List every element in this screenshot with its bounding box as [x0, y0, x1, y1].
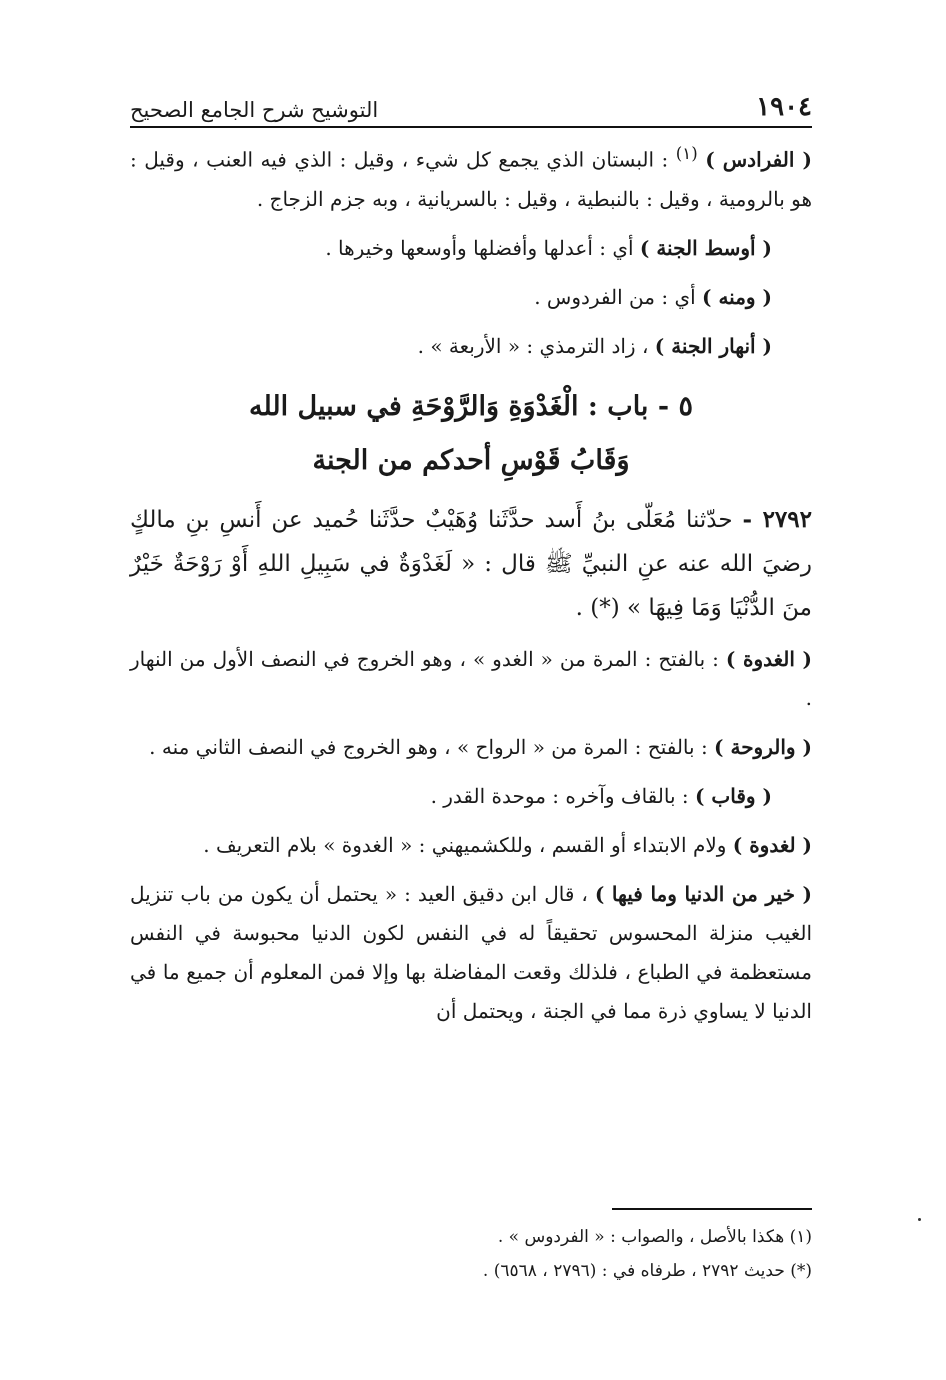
- paragraph-text: : البستان الذي يجمع كل شيء ، وقيل : الذي فيه العنب ، وقيل : هو بالرومية ، وقيل : بالنبطية ، وقيل : بالسريانية ، وبه جزم الزجاج .: [130, 147, 812, 211]
- paragraph-anhar: [130, 327, 812, 366]
- paragraph-rawha: [130, 728, 812, 767]
- book-page: [130, 88, 812, 1031]
- term: ( والروحة ): [714, 734, 812, 759]
- chapter-heading-line-2: وَقَابُ قَوْسِ أحدكم من الجنة: [312, 444, 630, 476]
- paragraph-firdaws: [130, 134, 812, 219]
- footnote-ref: (١): [675, 144, 698, 163]
- chapter-heading-line-1: ٥ - باب : الْغَدْوَةِ وَالرَّوْحَةِ في سبيل الله: [249, 390, 693, 422]
- footnote-1: (١) هكذا بالأصل ، والصواب : « الفردوس » .: [497, 1227, 812, 1247]
- term: ( أنهار الجنة ): [654, 333, 772, 358]
- footnote-2: (*) حديث ٢٧٩٢ ، طرفاه في : (٢٧٩٦ ، ٦٥٦٨) .: [482, 1261, 812, 1281]
- page-header: [130, 88, 812, 128]
- term: ( لغدوة ): [732, 832, 812, 857]
- footnotes: [130, 1208, 812, 1288]
- running-title: التوشيح شرح الجامع الصحيح: [130, 98, 379, 122]
- paragraph-text: : بالقاف وآخره : موحدة القدر .: [430, 783, 695, 808]
- paragraph-text: : بالفتح : المرة من « الغدو » ، وهو الخروج في النصف الأول من النهار .: [130, 646, 812, 710]
- footnote-divider: [612, 1208, 812, 1210]
- paragraph-ghadwa: [130, 640, 812, 718]
- paragraph-qab: [130, 777, 812, 816]
- term: ( الفرادس ): [705, 147, 813, 172]
- page-number: ١٩٠٤: [756, 92, 812, 122]
- term: ( وقاب ): [695, 783, 772, 808]
- hadith-text: [130, 498, 812, 630]
- term: ( أوسط الجنة ): [639, 235, 772, 260]
- paragraph-text: ولام الابتداء أو القسم ، وللكشميهني : « الغدوة » بلام التعريف .: [203, 832, 733, 857]
- hadith-isnad: حدّثنا مُعَلّى بنُ أَسد حدَّثَنا وُهَيْبٌ حدَّثَنا حُميد عن أَنسِ بنِ مالكٍ رضيَ الله عنه عنِ النبيِّ ﷺ قال : « لَغَدْوَةٌ في سَبِيلِ اللهِ أَوْ رَوْحَةٌ خَيْرٌ منَ الدُّنْيَا وَمَا فِيهَا » (*) .: [130, 506, 812, 621]
- paragraph-text: : بالفتح : المرة من « الرواح » ، وهو الخروج في النصف الثاني منه .: [149, 734, 715, 759]
- paragraph-text: ، زاد الترمذي : « الأربعة » .: [417, 333, 655, 358]
- paragraph-text: أي : من الفردوس .: [534, 284, 703, 309]
- page-body: [130, 134, 812, 1031]
- term: ( خير من الدنيا وما فيها ): [594, 881, 813, 906]
- margin-speck: [918, 1218, 921, 1221]
- paragraph-laghadwa: [130, 826, 812, 865]
- paragraph-minhu: [130, 278, 812, 317]
- hadith-number: ٢٧٩٢ -: [742, 505, 812, 533]
- paragraph-text: ، قال ابن دقيق العيد : « يحتمل أن يكون من باب تنزيل الغيب منزلة المحسوس تحقيقاً له في النفس لكون الدنيا محبوسة في النفس مستعظمة في الطباع ، فلذلك وقعت المفاضلة بها وإلا فمن المعلوم أن جميع ما في الدنيا لا يساوي ذرة مما في الجنة ، ويحتمل أن: [130, 881, 812, 1023]
- term: ( ومنه ): [702, 284, 772, 309]
- paragraph-khayr: [130, 875, 812, 1031]
- paragraph-awsat: [130, 229, 812, 268]
- paragraph-text: أي : أعدلها وأفضلها وأوسعها وخيرها .: [325, 235, 640, 260]
- term: ( الغدوة ): [725, 646, 812, 671]
